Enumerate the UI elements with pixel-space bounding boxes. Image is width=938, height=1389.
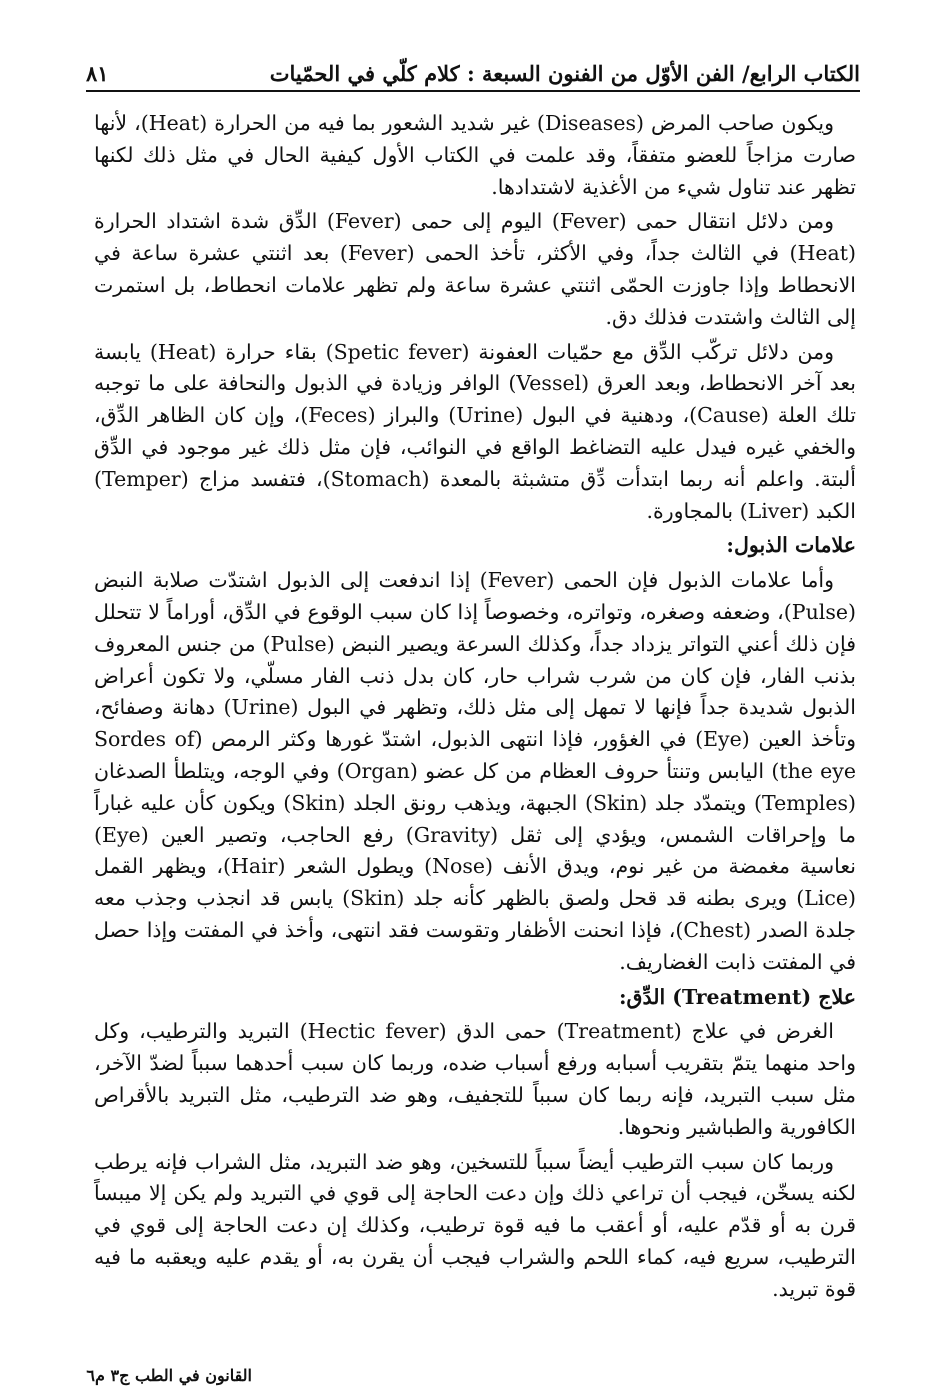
paragraph-5: الغرض في علاج (Treatment) حمى الدق (Hectic fever) التبريد والترطيب، وكل واحد منهما يتمّ بتقريب أسبابه ورفع أسباب ضده، وربما كان سبب أحدهما سبباً لضدّ الآخر، مثل سبب التبريد، فإنه ربما كان سبباً للتجفيف، وهو ضد الترطيب، مثل التبريد بالأقراص الكافورية والطباشير ونحوها. — [94, 1019, 856, 1139]
paragraph-6: وربما كان سبب الترطيب أيضاً سبباً للتسخين، وهو ضد التبريد، مثل الشراب فإنه يرطب لكنه يسخّن، فيجب أن تراعي ذلك وإن دعت الحاجة إلى قوي في التبريد ولم يكن إلا ميبساً قرن به أو قدّم عليه، أو أعقب ما فيه قوة ترطيب، وكذلك إن دعت الحاجة إلى قوي في الترطيب، سريع فيه، كماء اللحم والشراب فيجب أن يقرن به، أو يقدم عليه ويعقبه ما فيه قوة تبريد. — [94, 1149, 856, 1301]
running-title: الكتاب الرابع/ الفن الأوّل من الفنون السبعة : كلام كلّي في الحمّيات — [269, 61, 860, 86]
section-heading-treatment: علاج (Treatment) الدِّق: — [618, 984, 856, 1009]
paragraph-2: ومن دلائل انتقال حمى (Fever) اليوم إلى حمى (Fever) الدِّق شدة اشتداد الحرارة (Heat) في الثالث جداً، وفي الأكثر، تأخذ الحمى (Fever) بعد اثنتي عشرة ساعة في الانحطاط وإذا جاوزت الحمّى اثنتي عشرة ساعة ولم تظهر علامات انحطاط، بل استمرت إلى الثالث واشتدت فذلك دق. — [94, 209, 856, 329]
paragraph-3: ومن دلائل تركّب الدِّق مع حمّيات العفونة (Spetic fever) بقاء حرارة (Heat) يابسة بعد آخر الانحطاط، وبعد العرق (Vessel) الوافر وزيادة في الذبول والنحافة على ما توجبه تلك العلة (Cause)، ودهنية في البول (Urine) والبراز (Feces)، وإن كان الظاهر الدِّق، والخفي غيره فيدل عليه التضاغط الواقع في النوائب، فإن مثل ذلك غير موجود في الدِّق ألبتة. واعلم أنه ربما ابتدأت دِّق متشبثة بالمعدة (Stomach)، فتفسد مزاج (Temper) الكبد (Liver) بالمجاورة. — [94, 339, 857, 523]
page-number: ٨١ — [86, 61, 109, 86]
section-heading-wasting: علامات الذبول: — [726, 533, 856, 558]
paragraph-1: ويكون صاحب المرض (Diseases) غير شديد الشعور بما فيه من الحرارة (Heat)، لأنها صارت مزاجاً للعضو متفقاً، وقد علمت في الكتاب الأول كيفية الحال في مثل ذلك لكنها تظهر عند تناول شيء من الأغذية لاشتدادها. — [94, 111, 856, 199]
running-header — [86, 52, 860, 92]
footer-signature: القانون في الطب ج٣ م٦ — [86, 1366, 252, 1385]
main-text — [94, 108, 856, 1308]
paragraph-4: وأما علامات الذبول فإن الحمى (Fever) إذا اندفعت إلى الذبول اشتدّت صلابة النبض (Pulse)، وضعفه وصغره، وتواتره، وخصوصاً إذا كان سبب الوقوع في الدِّق، أوراماً لا تتحلل فإن ذلك أعني التواتر يزداد جداً، وكذلك السرعة ويصير النبض (Pulse) من جنس المعروف بذنب الفار، فإن كان من شرب شراب حار، كان بدل ذنب الفار مسلّي، ولا تكون أعراض الذبول شديدة جداً فإنها لا تمهل إلى مثل ذلك، وتظهر في البول (Urine) دهانة وصفائح، وتأخذ العين (Eye) في الغؤور، فإذا انتهى الذبول، اشتدّ غورها وكثر الرمص (Sordes of the eye) اليابس وتنتأ حروف العظام من كل عضو (Organ) وفي الوجه، ويتلطأ الصدغان (Temples) ويتمدّد جلد (Skin) الجبهة، ويذهب رونق الجلد (Skin) ويكون كأن عليه غباراً ما وإحراقات الشمس، ويؤدي إلى ثقل (Gravity) رفع الحاجب، وتصير العين (Eye) نعاسية مغمضة من غير نوم، ويدق الأنف (Nose) ويطول الشعر (Hair)، ويظهر القمل (Lice) ويرى بطنه قد قحل ولصق بالظهر كأنه جلد (Skin) يابس قد انجذب وجذب معه جلدة الصدر (Chest)، فإذا انحنت الأظفار وتقوست فقد انتهى، وأخذ في المفتت وإذا حصل في المفتت ذابت الغضاريف. — [94, 568, 857, 974]
